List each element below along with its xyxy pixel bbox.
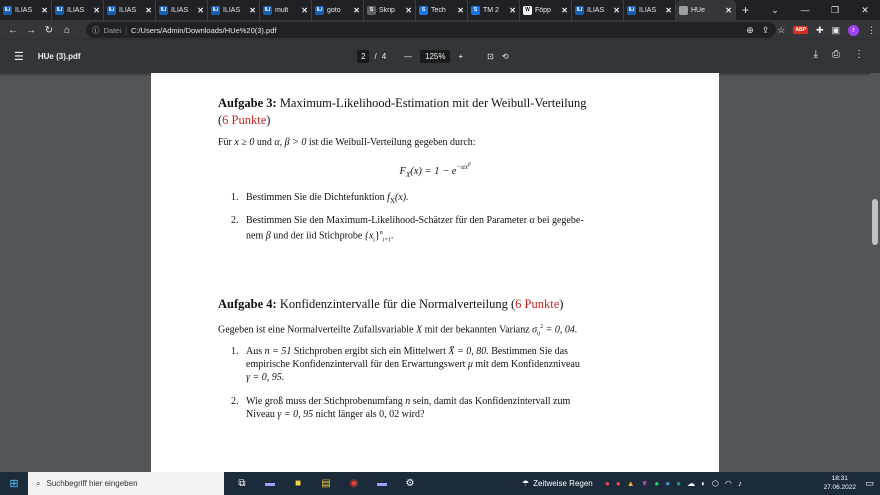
minimize-button[interactable]: — <box>800 5 810 15</box>
browser-tab[interactable] <box>156 0 208 20</box>
browser-tab[interactable] <box>676 0 736 20</box>
zoom-icon[interactable]: ⊕ <box>746 24 754 35</box>
app-icon-1[interactable]: ▬ <box>265 478 275 489</box>
tray-icon-3[interactable]: ▲ <box>626 479 635 488</box>
taskbar-search-placeholder: Suchbegriff hier eingeben <box>46 479 138 488</box>
tab-title: ILIAS <box>639 6 657 14</box>
tab-close-icon[interactable]: ✕ <box>301 5 308 15</box>
pdf-actions <box>814 49 864 60</box>
tab-favicon-icon: ILI <box>212 6 219 13</box>
print-icon[interactable]: ⎙ <box>832 49 840 60</box>
tab-close-icon[interactable]: ✕ <box>457 5 464 15</box>
tab-title: ILIAS <box>15 6 33 14</box>
task3-item-1: 1. Bestimmen Sie die Dichtefunktion $f_X(x)$. <box>231 192 409 205</box>
info-icon[interactable]: ⓘ <box>92 25 100 35</box>
tab-favicon-icon: ILI <box>264 6 271 13</box>
page-indicator <box>357 50 386 63</box>
extensions-puzzle-icon[interactable]: ✚ <box>815 24 824 35</box>
browser-tab[interactable] <box>312 0 364 20</box>
tab-close-icon[interactable]: ✕ <box>613 5 620 15</box>
tab-favicon-icon <box>679 6 688 15</box>
tab-search-icon[interactable]: ⌄ <box>771 4 779 15</box>
tray-icon-1[interactable]: ● <box>605 479 610 488</box>
tab-favicon-icon: S <box>471 6 480 15</box>
settings-gear-icon[interactable]: ⚙ <box>405 478 415 489</box>
tab-title: ILIAS <box>119 6 137 14</box>
page-number-input[interactable]: 2 <box>357 50 369 63</box>
address-scheme-label: Datei <box>103 25 122 35</box>
tab-title: Föpp <box>535 6 551 14</box>
tab-title: HUe <box>691 6 706 14</box>
task4-heading: Aufgabe 4: Konfidenzintervalle für die Normalverteilung (6 Punkte) <box>218 297 564 311</box>
tab-favicon-icon: S <box>367 6 376 15</box>
browser-menu-icon[interactable]: ⋮ <box>867 24 876 35</box>
download-icon[interactable]: ⤓ <box>813 49 818 60</box>
task4-title: Aufgabe 4: <box>218 297 277 311</box>
home-icon[interactable]: ⌂ <box>63 24 71 36</box>
task4-item-1: 1. Aus n = 51 Stichproben ergibt sich ein Mittelwert X̄ = 0, 80. Bestimmen Sie das empirische Konfidenzintervall für den Erwartungswert μ mit dem Konfidenzniveau γ = 0, 95. <box>231 346 580 383</box>
bookmark-star-icon[interactable]: ☆ <box>777 24 786 35</box>
tab-close-icon[interactable]: ✕ <box>665 5 672 15</box>
tab-close-icon[interactable]: ✕ <box>197 5 204 15</box>
tab-title: Skrip <box>379 6 395 14</box>
tab-favicon-icon: ILI <box>628 6 635 13</box>
forward-icon[interactable]: → <box>26 24 36 36</box>
task3-intro: Für x ≥ 0 und α, β > 0 ist die Weibull-Verteilung gegeben durch: <box>218 137 476 148</box>
page-separator: / <box>374 52 377 61</box>
tab-title: TM 2 <box>483 6 499 14</box>
task4-item-2: 2. Wie groß muss der Stichprobenumfang n sein, damit das Konfidenzintervall zum Niveau γ = 0, 95 nicht länger als 0, 02 wird? <box>231 396 571 420</box>
pdf-title: HUe (3).pdf <box>37 52 81 61</box>
taskbar-clock[interactable] <box>823 474 856 492</box>
profile-avatar[interactable]: r <box>848 25 859 36</box>
zoom-in-button[interactable]: + <box>458 52 464 61</box>
volume-icon[interactable]: ♪ <box>737 479 742 488</box>
sticky-notes-icon[interactable]: ■ <box>294 478 302 489</box>
task3-heading: Aufgabe 3: Maximum-Likelihood-Estimation mit der Weibull-Verteilung (6 Punkte) <box>218 96 587 127</box>
back-icon[interactable]: ← <box>8 24 18 36</box>
browser-tab[interactable] <box>520 0 572 20</box>
tab-close-icon[interactable]: ✕ <box>405 5 412 15</box>
toolbar-right <box>746 20 876 40</box>
tab-close-icon[interactable]: ✕ <box>725 5 732 15</box>
weather-label: Zeitweise Regen <box>533 479 593 488</box>
vertical-scrollbar[interactable] <box>870 73 880 472</box>
address-separator: | <box>125 25 127 35</box>
task4-points: 6 Punkte <box>515 297 560 311</box>
browser-tab[interactable] <box>364 0 416 20</box>
fit-page-icon[interactable]: ⊡ <box>487 52 494 61</box>
task-view-icon[interactable]: ⧉ <box>238 478 246 489</box>
tab-title: Tech <box>431 6 446 14</box>
tab-title: goto <box>327 6 341 14</box>
pdf-page <box>151 73 719 472</box>
tab-close-icon[interactable]: ✕ <box>509 5 516 15</box>
reload-icon[interactable]: ↻ <box>44 24 54 36</box>
notification-icon[interactable]: ▭ <box>865 478 874 488</box>
tray-icon-7[interactable]: ● <box>676 479 682 488</box>
close-window-button[interactable]: ✕ <box>861 4 869 15</box>
address-bar[interactable] <box>86 22 776 38</box>
share-icon[interactable]: ⇪ <box>761 24 770 35</box>
browser-tab[interactable] <box>624 0 676 20</box>
new-tab-button[interactable]: + <box>742 3 750 17</box>
tab-favicon-icon: ILI <box>108 6 115 13</box>
windows-start-icon[interactable]: ⊞ <box>9 478 19 490</box>
tab-title: ILIAS <box>67 6 85 14</box>
taskbar-search-box[interactable] <box>28 472 224 495</box>
tab-strip <box>0 0 880 20</box>
tab-favicon-icon: S <box>419 6 428 15</box>
tab-close-icon[interactable]: ✕ <box>145 5 152 15</box>
browser-tab[interactable] <box>104 0 156 20</box>
browser-tab[interactable] <box>572 0 624 20</box>
tab-title: ILIAS <box>171 6 189 14</box>
rotate-icon[interactable]: ⟲ <box>501 52 509 61</box>
tab-close-icon[interactable]: ✕ <box>93 5 100 15</box>
clock-time: 18:31 <box>831 475 848 482</box>
task4-subject: Konfidenzintervalle für die Normalverteilung <box>279 297 508 311</box>
search-icon: ⌕ <box>36 478 41 488</box>
browser-tab[interactable] <box>208 0 260 20</box>
zoom-out-button[interactable]: — <box>404 52 412 61</box>
task3-title: Aufgabe 3: <box>218 96 277 110</box>
tab-favicon-icon: ILI <box>316 6 323 13</box>
browser-tab[interactable] <box>416 0 468 20</box>
tab-favicon-icon: W <box>523 6 532 15</box>
browser-tab[interactable] <box>468 0 520 20</box>
weather-widget[interactable] <box>522 472 593 495</box>
browser-tab[interactable] <box>260 0 312 20</box>
tray-icon-10[interactable]: ⬡ <box>711 479 719 488</box>
chrome-icon[interactable]: ◉ <box>349 478 359 489</box>
tab-close-icon[interactable]: ✕ <box>249 5 256 15</box>
tab-favicon-icon: ILI <box>56 6 63 13</box>
wifi-icon[interactable]: ◠ <box>724 479 732 488</box>
tray-icon-6[interactable]: ● <box>665 479 671 488</box>
tab-favicon-icon: ILI <box>4 6 11 13</box>
hamburger-menu-icon[interactable]: ☰ <box>14 51 24 63</box>
tray-icon-4[interactable]: ▼ <box>640 479 649 488</box>
windows-taskbar <box>0 472 880 495</box>
tray-icon-8[interactable]: ☁ <box>687 479 696 488</box>
sidebar-icon[interactable]: ▣ <box>831 24 840 35</box>
clock-date: 27.06.2022 <box>823 484 856 491</box>
window-controls <box>760 0 880 20</box>
tab-close-icon[interactable]: ✕ <box>561 5 568 15</box>
tray-icon-2[interactable]: ● <box>615 479 621 488</box>
task3-item-2: 2. Bestimmen Sie den Maximum-Likelihood-Schätzer für den Parameter α bei gegebe- nem β und der iid Stichprobe $\{x_i\}^n_{i=1}$. <box>231 215 584 244</box>
page-total: 4 <box>381 52 387 61</box>
tab-title: mult <box>275 6 289 14</box>
tab-close-icon[interactable]: ✕ <box>353 5 360 15</box>
zoom-level-input[interactable]: 125% <box>420 50 450 63</box>
tab-favicon-icon: ILI <box>160 6 167 13</box>
maximize-button[interactable]: ❐ <box>830 4 840 15</box>
address-url: C:/Users/Admin/Downloads/HUe%20(3).pdf <box>130 25 277 35</box>
taskbar-apps <box>234 478 418 489</box>
tab-close-icon[interactable]: ✕ <box>41 5 48 15</box>
tray-icon-5[interactable]: ● <box>654 479 660 488</box>
task3-points: 6 Punkte <box>222 113 267 127</box>
app-icon-2[interactable]: ▬ <box>377 478 387 489</box>
system-tray <box>605 472 742 495</box>
browser-tab[interactable] <box>52 0 104 20</box>
tab-favicon-icon: ILI <box>576 6 583 13</box>
tray-icon-9[interactable]: ◐ <box>701 479 706 488</box>
zoom-controls <box>404 50 509 63</box>
file-explorer-icon[interactable]: ▤ <box>321 478 331 489</box>
scrollbar-thumb[interactable] <box>872 199 878 245</box>
weibull-formula: $F_X(x) = 1 - e^{-\alpha x^\beta}$ <box>399 163 471 179</box>
tab-title: ILIAS <box>223 6 241 14</box>
tab-title: ILIAS <box>587 6 605 14</box>
adblock-extension-icon[interactable]: ABP <box>795 27 806 33</box>
task3-subject: Maximum-Likelihood-Estimation mit der Weibull-Verteilung <box>279 96 587 110</box>
task4-intro: Gegeben ist eine Normalverteilte Zufallsvariable X mit der bekannten Varianz $\sigma_0^2 = 0$, 04. <box>218 324 578 338</box>
more-options-icon[interactable]: ⋮ <box>854 49 864 60</box>
browser-tab[interactable] <box>0 0 52 20</box>
rain-cloud-icon: ☂ <box>522 479 530 488</box>
